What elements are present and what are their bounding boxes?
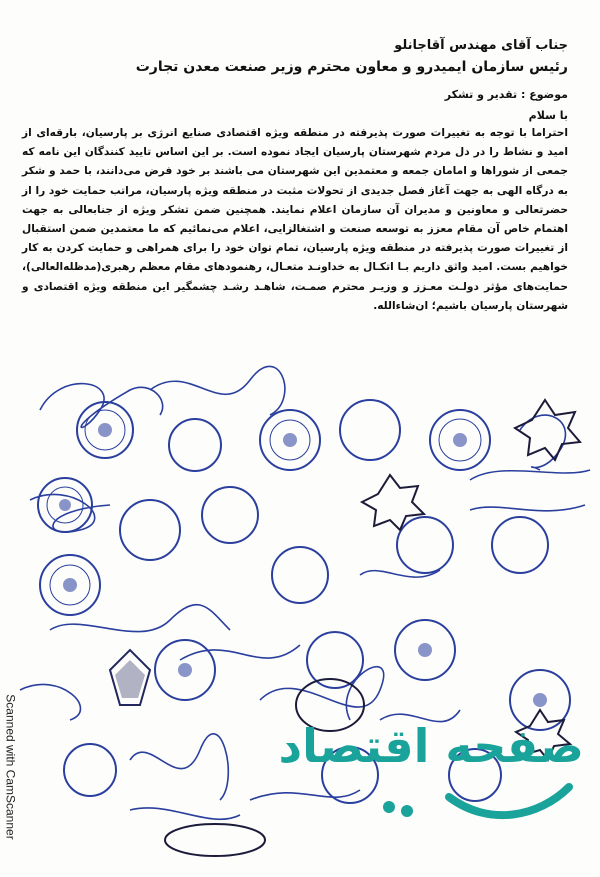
signature-5 [470,470,590,480]
watermark-text: صفحه اقتصاد [278,719,584,773]
star-stamp-2 [362,475,424,530]
watermark-logo [278,687,594,837]
stamp-9 [272,547,328,603]
star-stamp-1 [515,400,580,460]
stamp-8 [202,487,258,543]
letter-body: احتراما با توجه به تغییرات صورت پذیرفته در منطقه ویژه اقتصادی صنایع انرژی بر پارسیان، بارقه‌ای از امید و نشاط را در دل مردم شهرستان پارسیان ایجاد نموده است. بر این اساس تایید کنندگان این نامه که جمعی از شوراها و امامان جمعه و معتمدین این شهرستان می باشند بر خود فرض می‌دانند، با حمد و شکر به درگاه الهی به جهت آغاز فصل جدیدی از تحولات مثبت در منطقه ویژه پارسیان، مراتب حمایت خود را از حضرتعالی و معاونین و مدیران آن سازمان اعلام نمایند. همچنین ضمن تشکر ویژه از جنابعالی به جهت اهتمام خاص آن مقام معزز به توسعه صنعت و اشتغالزایی، اعلام می‌نمائیم که ما معتمدین ضمن استقبال از تغییرات صورت پذیرفته در منطقه ویژه پارسیان، تمام توان خود را برای همراهی و حمایت کردن به کار خواهیم بست. امید واثق داریم بـا اتکـال به خداونـد متعـال، رهنمودهای مقام معظم رهبری(مدظله‌العالی)، حمایت‌های مؤثر دولـت معـزز و وزیـر محترم صمـت، شاهـد رشـد چشمگیر این منطقه ویژه اقتصادی و شهرستان پارسیان باشیم؛ ان‌شاءالله. [22,127,568,312]
signature-6 [470,505,585,511]
signature-2 [150,366,285,415]
stamp-17 [64,744,116,796]
letter-subject: موضوع : تقدیر و تشکر [444,88,568,101]
stamp-10 [397,517,453,573]
signature-8 [50,605,230,632]
stamp-7 [120,500,180,560]
signature-11 [130,734,228,800]
addressee-title: رئیس سازمان ایمیدرو و معاون محترم وزیر صنعت معدن تجارت [135,59,568,75]
stamp-4 [340,400,400,460]
oval-stamp [165,824,265,856]
stamp-11 [492,517,548,573]
signature-4 [30,494,110,532]
letter-greeting: با سلام [528,109,568,122]
camscanner-mark: Scanned with CamScanner [3,694,18,840]
stamp-2 [169,419,221,471]
signature-13 [250,790,360,800]
signature-1 [40,384,163,428]
signature-14 [130,808,240,819]
signature-9 [180,645,300,660]
letter-text [22,36,568,316]
signature-12 [20,684,80,720]
addressee-name: جناب آقای مهندس آقاجانلو [394,38,568,53]
